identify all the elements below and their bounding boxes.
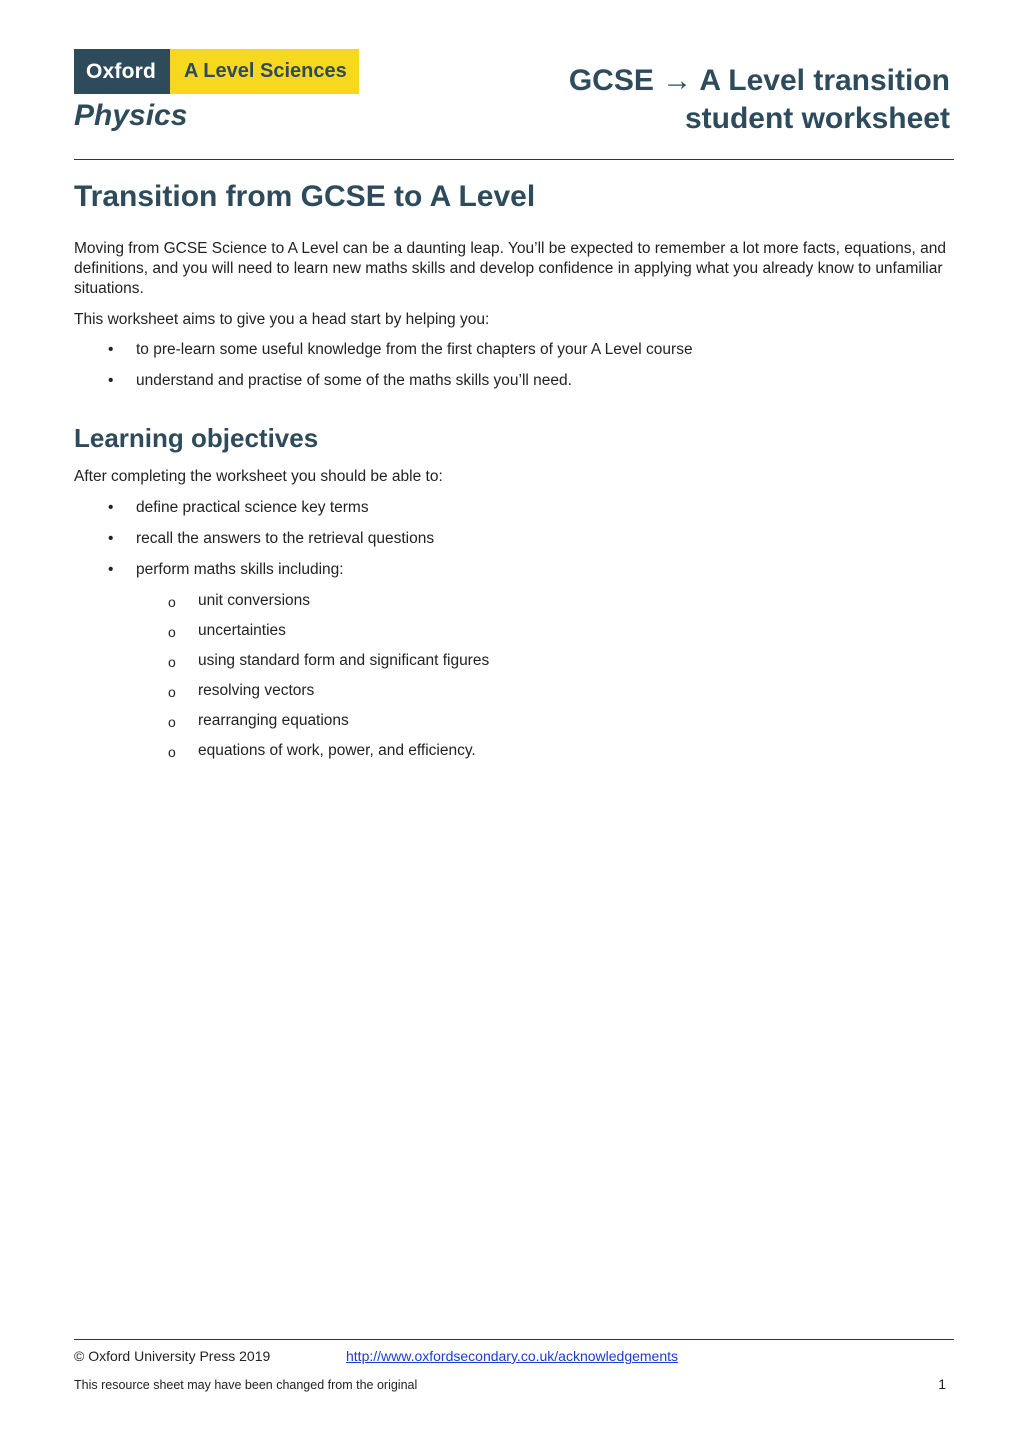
footer-note: This resource sheet may have been changed from the original bbox=[74, 1378, 418, 1392]
circle-bullet-icon: o bbox=[168, 654, 176, 670]
bullet-icon: • bbox=[108, 499, 114, 516]
list-item-text: to pre-learn some useful knowledge from the first chapters of your A Level course bbox=[136, 341, 693, 358]
subject-label: Physics bbox=[74, 99, 188, 132]
header-divider bbox=[74, 159, 954, 160]
bullet-icon: • bbox=[108, 341, 114, 358]
list-item-text: recall the answers to the retrieval questions bbox=[136, 530, 435, 547]
aims-paragraph: This worksheet aims to give you a head start by helping you: bbox=[74, 311, 490, 328]
sub-list-item-text: rearranging equations bbox=[198, 712, 349, 729]
sub-list-item-text: resolving vectors bbox=[198, 682, 315, 699]
page-heading: Transition from GCSE to A Level bbox=[74, 180, 536, 213]
sub-list-item bbox=[168, 621, 489, 651]
aims-list bbox=[74, 340, 944, 402]
list-item bbox=[74, 340, 944, 371]
sub-list-item bbox=[168, 741, 489, 771]
sub-list-item bbox=[168, 651, 489, 681]
sub-list-item bbox=[168, 711, 489, 741]
maths-skills-list bbox=[168, 591, 489, 771]
bullet-icon: • bbox=[108, 372, 114, 389]
document-title bbox=[569, 62, 950, 138]
intro-paragraph: Moving from GCSE Science to A Level can be a daunting leap. You’ll be expected to remember a lot more facts, equations, and definitions, and you will need to learn new maths skills and develop confidence in applying what you already know to unfamiliar situations. bbox=[74, 240, 946, 297]
objectives-list bbox=[74, 498, 944, 591]
acknowledgements-link[interactable]: http://www.oxfordsecondary.co.uk/acknowledgements bbox=[346, 1348, 679, 1364]
copyright-notice: © Oxford University Press 2019 bbox=[74, 1348, 271, 1364]
footer-divider bbox=[74, 1339, 954, 1340]
document-title-line1: GCSE → A Level transition bbox=[568, 64, 950, 97]
list-item bbox=[74, 560, 944, 591]
oxford-logo bbox=[74, 49, 359, 94]
logo-oxford-text: Oxford bbox=[74, 49, 170, 94]
sub-list-item-text: equations of work, power, and efficiency. bbox=[198, 742, 476, 759]
objectives-heading: Learning objectives bbox=[74, 423, 319, 453]
list-item-text: understand and practise of some of the maths skills you’ll need. bbox=[136, 372, 572, 389]
sub-list-item bbox=[168, 591, 489, 621]
page-number: 1 bbox=[938, 1376, 946, 1392]
sub-list-item-text: unit conversions bbox=[198, 592, 311, 609]
objectives-intro: After completing the worksheet you should be able to: bbox=[74, 468, 443, 485]
circle-bullet-icon: o bbox=[168, 594, 176, 610]
circle-bullet-icon: o bbox=[168, 744, 176, 760]
list-item bbox=[74, 371, 944, 402]
bullet-icon: • bbox=[108, 530, 114, 547]
list-item bbox=[74, 529, 944, 560]
circle-bullet-icon: o bbox=[168, 684, 176, 700]
list-item-text: perform maths skills including: bbox=[136, 561, 344, 578]
logo-sciences-text: A Level Sciences bbox=[170, 49, 359, 94]
list-item-text: define practical science key terms bbox=[136, 499, 369, 516]
circle-bullet-icon: o bbox=[168, 714, 176, 730]
sub-list-item bbox=[168, 681, 489, 711]
bullet-icon: • bbox=[108, 561, 114, 578]
circle-bullet-icon: o bbox=[168, 624, 176, 640]
sub-list-item-text: using standard form and significant figures bbox=[198, 652, 490, 669]
list-item bbox=[74, 498, 944, 529]
sub-list-item-text: uncertainties bbox=[198, 622, 286, 639]
document-title-line2: student worksheet bbox=[684, 102, 950, 135]
